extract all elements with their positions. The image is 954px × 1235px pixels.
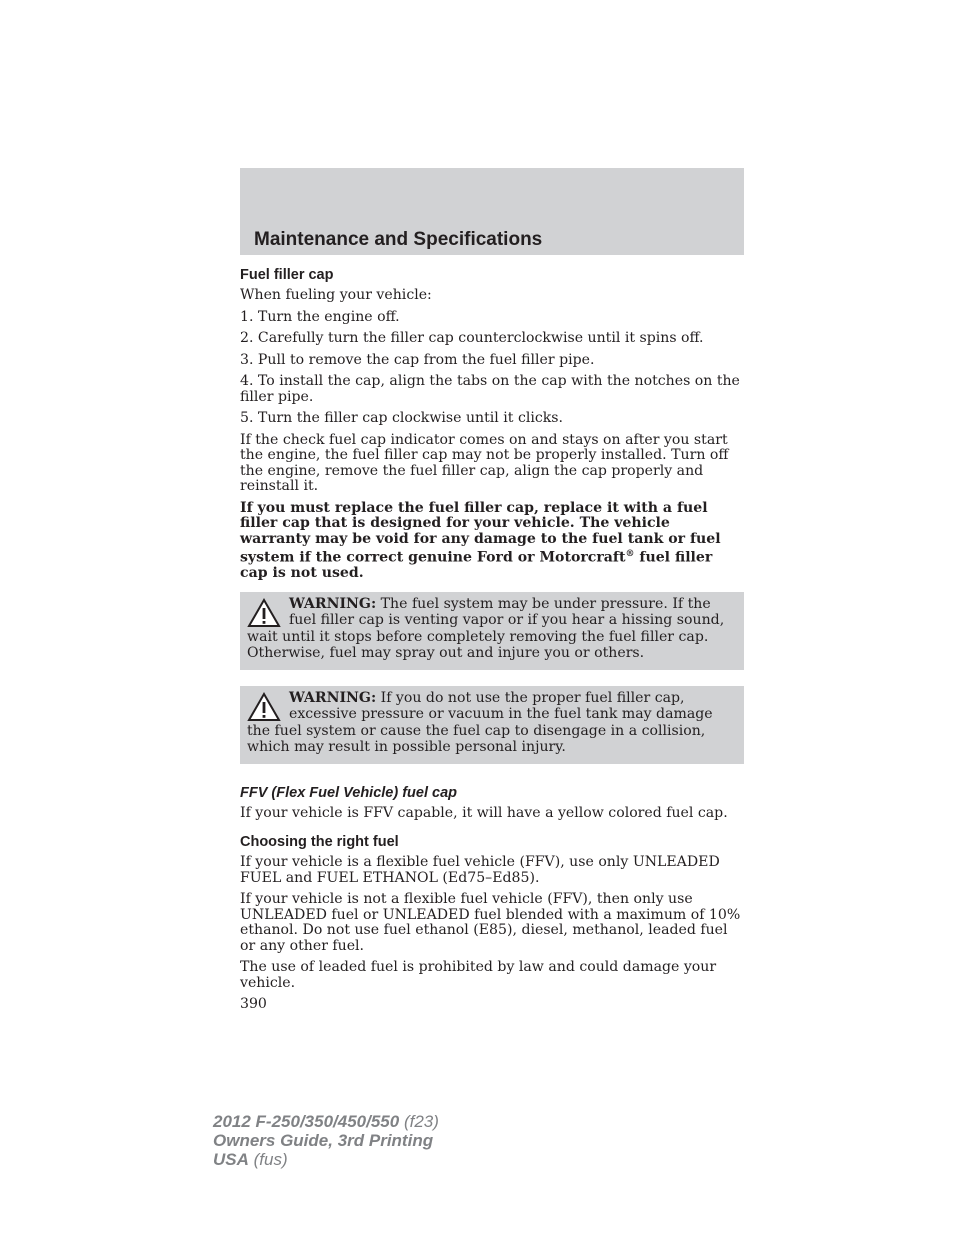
warning-text: The fuel system may be under pressure. If the fuel filler cap is venting vapor or if you hear a hissing sound, wait until it stops before completely removing the fuel filler cap. Otherwise, fuel may spray out and injure you or others. <box>247 595 725 662</box>
page-number: 390 <box>240 996 267 1013</box>
indicator-note: If the check fuel cap indicator comes on and stays on after you start the engine, the fuel filler cap may not be properly installed. Turn off the engine, remove the fuel filler cap, align the cap properly and reinstall it. <box>240 431 729 494</box>
footer-imprint <box>213 1112 439 1169</box>
footer-line-market <box>213 1150 439 1169</box>
warning-label: WARNING: <box>289 689 377 706</box>
footer-model-code: (f23) <box>399 1112 439 1131</box>
fuel-filler-cap-heading: Fuel filler cap <box>240 267 334 283</box>
warning-triangle-icon <box>247 692 281 722</box>
right-fuel-paragraph: If your vehicle is not a flexible fuel vehicle (FFV), then only use UNLEADED fuel or UNLEADED fuel blended with a maximum of 10% ethanol. Do not use fuel ethanol (E85), diesel, methanol, leaded fuel or any other fuel. <box>240 891 741 954</box>
fueling-intro: When fueling your vehicle: <box>240 287 432 303</box>
replace-note-text: If you must replace the fuel filler cap, replace it with a fuel filler cap that is designed for your vehicle. The vehicle warranty may be void for any damage to the fuel tank or fuel system if the correct genuine Ford or Motorcraft <box>240 499 721 566</box>
section-header-band <box>240 168 744 255</box>
step-item: 4. To install the cap, align the tabs on the cap with the notches on the filler pipe. <box>240 373 740 405</box>
right-fuel-paragraph: The use of leaded fuel is prohibited by law and could damage your vehicle. <box>240 959 717 991</box>
registered-mark: ® <box>625 549 635 559</box>
step-item: 5. Turn the filler cap clockwise until it clicks. <box>240 410 563 426</box>
ffv-text: If your vehicle is FFV capable, it will have a yellow colored fuel cap. <box>240 804 728 821</box>
footer-market-code: (fus) <box>248 1150 288 1169</box>
replace-note-end: fuel filler cap is not used. <box>240 549 713 582</box>
footer-market: USA <box>213 1150 249 1169</box>
section-title: Maintenance and Specifications <box>254 229 543 250</box>
warning-box-pressure <box>240 592 744 670</box>
step-item: 2. Carefully turn the filler cap counterclockwise until it spins off. <box>240 330 704 346</box>
footer-model: 2012 F-250/350/450/550 <box>213 1112 400 1131</box>
page-content <box>240 266 744 1019</box>
warning-triangle-icon <box>247 598 281 628</box>
replace-cap-note <box>240 501 744 582</box>
footer-line-model <box>213 1112 439 1131</box>
warning-label: WARNING: <box>289 595 377 612</box>
right-fuel-paragraph: If your vehicle is a flexible fuel vehicle (FFV), use only UNLEADED FUEL and FUEL ETHANOL (Ed75–Ed85). <box>240 854 720 886</box>
footer-edition: Owners Guide, 3rd Printing <box>213 1131 434 1150</box>
step-item: 1. Turn the engine off. <box>240 308 400 325</box>
right-fuel-heading: Choosing the right fuel <box>240 834 399 851</box>
step-item: 3. Pull to remove the cap from the fuel filler pipe. <box>240 351 595 368</box>
ffv-heading: FFV (Flex Fuel Vehicle) fuel cap <box>240 784 458 801</box>
footer-line-edition <box>213 1131 439 1150</box>
warning-box-proper-cap <box>240 686 744 764</box>
warning-text: If you do not use the proper fuel filler cap, excessive pressure or vacuum in the fuel tank may damage the fuel system or cause the fuel cap to disengage in a collision, which may result in possible personal injury. <box>247 689 713 756</box>
